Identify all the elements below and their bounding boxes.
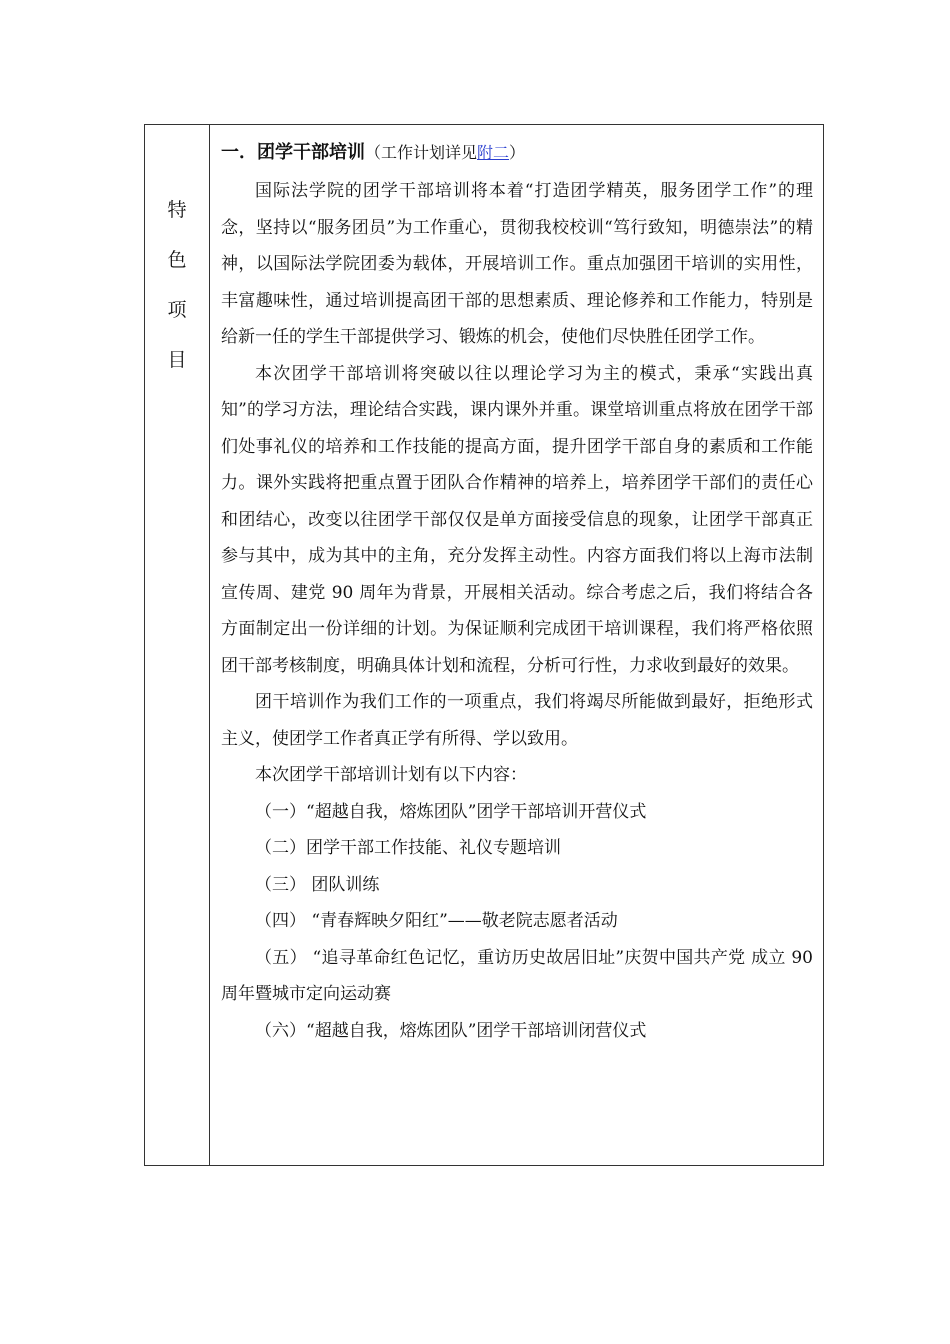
list-item: （五） “追寻革命红色记忆，重访历史故居旧址”庆贺中国共产党 成立 90 周年暨城市定向运动赛 bbox=[221, 947, 813, 1004]
plan-note-suffix: ） bbox=[509, 143, 526, 162]
row-label-char: 色 bbox=[167, 249, 187, 271]
list-item: （二）团学干部工作技能、礼仪专题培训 bbox=[255, 838, 561, 858]
section-heading bbox=[221, 141, 813, 165]
row-label-cell bbox=[145, 125, 210, 1165]
plan-note-prefix: （工作计划详见 bbox=[365, 143, 478, 162]
row-label-char: 特 bbox=[167, 199, 187, 221]
training-items-list bbox=[221, 794, 813, 1050]
list-item: （一）“超越自我，熔炼团队”团学干部培训开营仪式 bbox=[255, 801, 647, 822]
content-cell bbox=[210, 125, 823, 1165]
paragraph-priority: 团干培训作为我们工作的一项重点，我们将竭尽所能做到最好，拒绝形式主义，使团学工作者真正学有所得、学以致用。 bbox=[221, 692, 813, 749]
paragraph-intro: 国际法学院的团学干部培训将本着“打造团学精英，服务团学工作”的理念，坚持以“服务团员”为工作重心，贯彻我校校训“笃行致知，明德崇法”的精神，以国际法学院团委为载体，开展培训工作。重点加强团干培训的实用性，丰富趣味性，通过培训提高团干部的思想素质、理论修养和工作能力，特别是给新一任的学生干部提供学习、锻炼的机会，使他们尽快胜任团学工作。 bbox=[221, 181, 813, 347]
row-label-char: 项 bbox=[167, 299, 187, 321]
paragraph-approach: 本次团学干部培训将突破以往以理论学习为主的模式，秉承“实践出真知”的学习方法，理论结合实践，课内课外并重。课堂培训重点将放在团学干部们处事礼仪的培养和工作技能的提高方面，提升团学干部自身的素质和工作能力。课外实践将把重点置于团队合作精神的培养上，培养团学干部们的责任心和团结心，改变以往团学干部仅仅是单方面接受信息的现象，让团学干部真正参与其中，成为其中的主角，充分发挥主动性。内容方面我们将以上海市法制宣传周、建党 90 周年为背景，开展相关活动。综合考虑之后，我们将结合各方面制定出一份详细的计划。为保证顺利完成团干培训课程，我们将严格依照团干部考核制度，明确具体计划和流程，分析可行性，力求收到最好的效果。 bbox=[221, 363, 813, 676]
list-item: （六）“超越自我，熔炼团队”团学干部培训闭营仪式 bbox=[255, 1020, 647, 1041]
list-item: （三） 团队训练 bbox=[255, 874, 380, 895]
section-title: 一．团学干部培训 bbox=[221, 142, 365, 163]
appendix-link[interactable]: 附二 bbox=[477, 143, 510, 162]
feature-project-table bbox=[144, 124, 824, 1166]
list-item: （四） “青春辉映夕阳红”——敬老院志愿者活动 bbox=[255, 911, 618, 931]
paragraph-contents-intro: 本次团学干部培训计划有以下内容： bbox=[255, 765, 527, 785]
row-label-char: 目 bbox=[167, 349, 187, 371]
